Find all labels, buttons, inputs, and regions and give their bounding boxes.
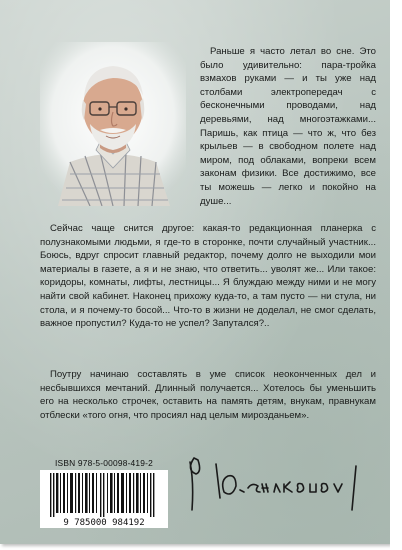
paragraph-dream-flying: Раньше я часто летал во сне. Это было удивительно: пара-тройка взмахов руками — и ты уже над столбами электропередач с бесконечными проводами, над деревьями, над многоэтажками... Паришь, как птица — что ж, что без крыльев — в свободном полете над миром, под облаками, вопреки всем законам физики. Все достижимо, все ты можешь — легко и покойно на душе... — [200, 46, 376, 207]
paragraph-dream-meeting: Сейчас чаще снится другое: какая-то редакционная планерка с полузнакомыми людьми, я где-то в сторонке, почти случайный участник... Боюсь, вдруг спросит главный редактор, почему долго не выходили мои материалы в газете, а я и не знаю, что ответить... уволят же... Или такое: коридоры, комнаты, лифты, лестницы... Я блуждаю между ними и не могу найти свой кабинет. Наконец прихожу куда-то, а там пусто — ни стула, ни стола, и я почему-то босой... Что-то в жизни не доделал, не смог сделать, важное пропустил? Куда-то не успел? Запутался?.. — [40, 223, 376, 330]
page-edge — [390, 0, 402, 550]
paragraph-morning-list: Поутру начинаю составлять в уме список неоконченных дел и несбывшихся мечтаний. Длинный получается... Хотелось бы уменьшить его на несколько строчек, оставить на память детям, внукам, правнукам отблески «того огня, что просиял над целым мирозданьем». — [40, 369, 376, 421]
isbn-text: ISBN 978-5-00098-419-2 — [55, 458, 153, 468]
barcode-digits: 9 785000 984192 — [63, 518, 145, 528]
author-photo — [40, 42, 186, 206]
author-signature — [180, 446, 376, 516]
barcode-block — [40, 458, 168, 528]
barcode-icon — [40, 470, 168, 528]
